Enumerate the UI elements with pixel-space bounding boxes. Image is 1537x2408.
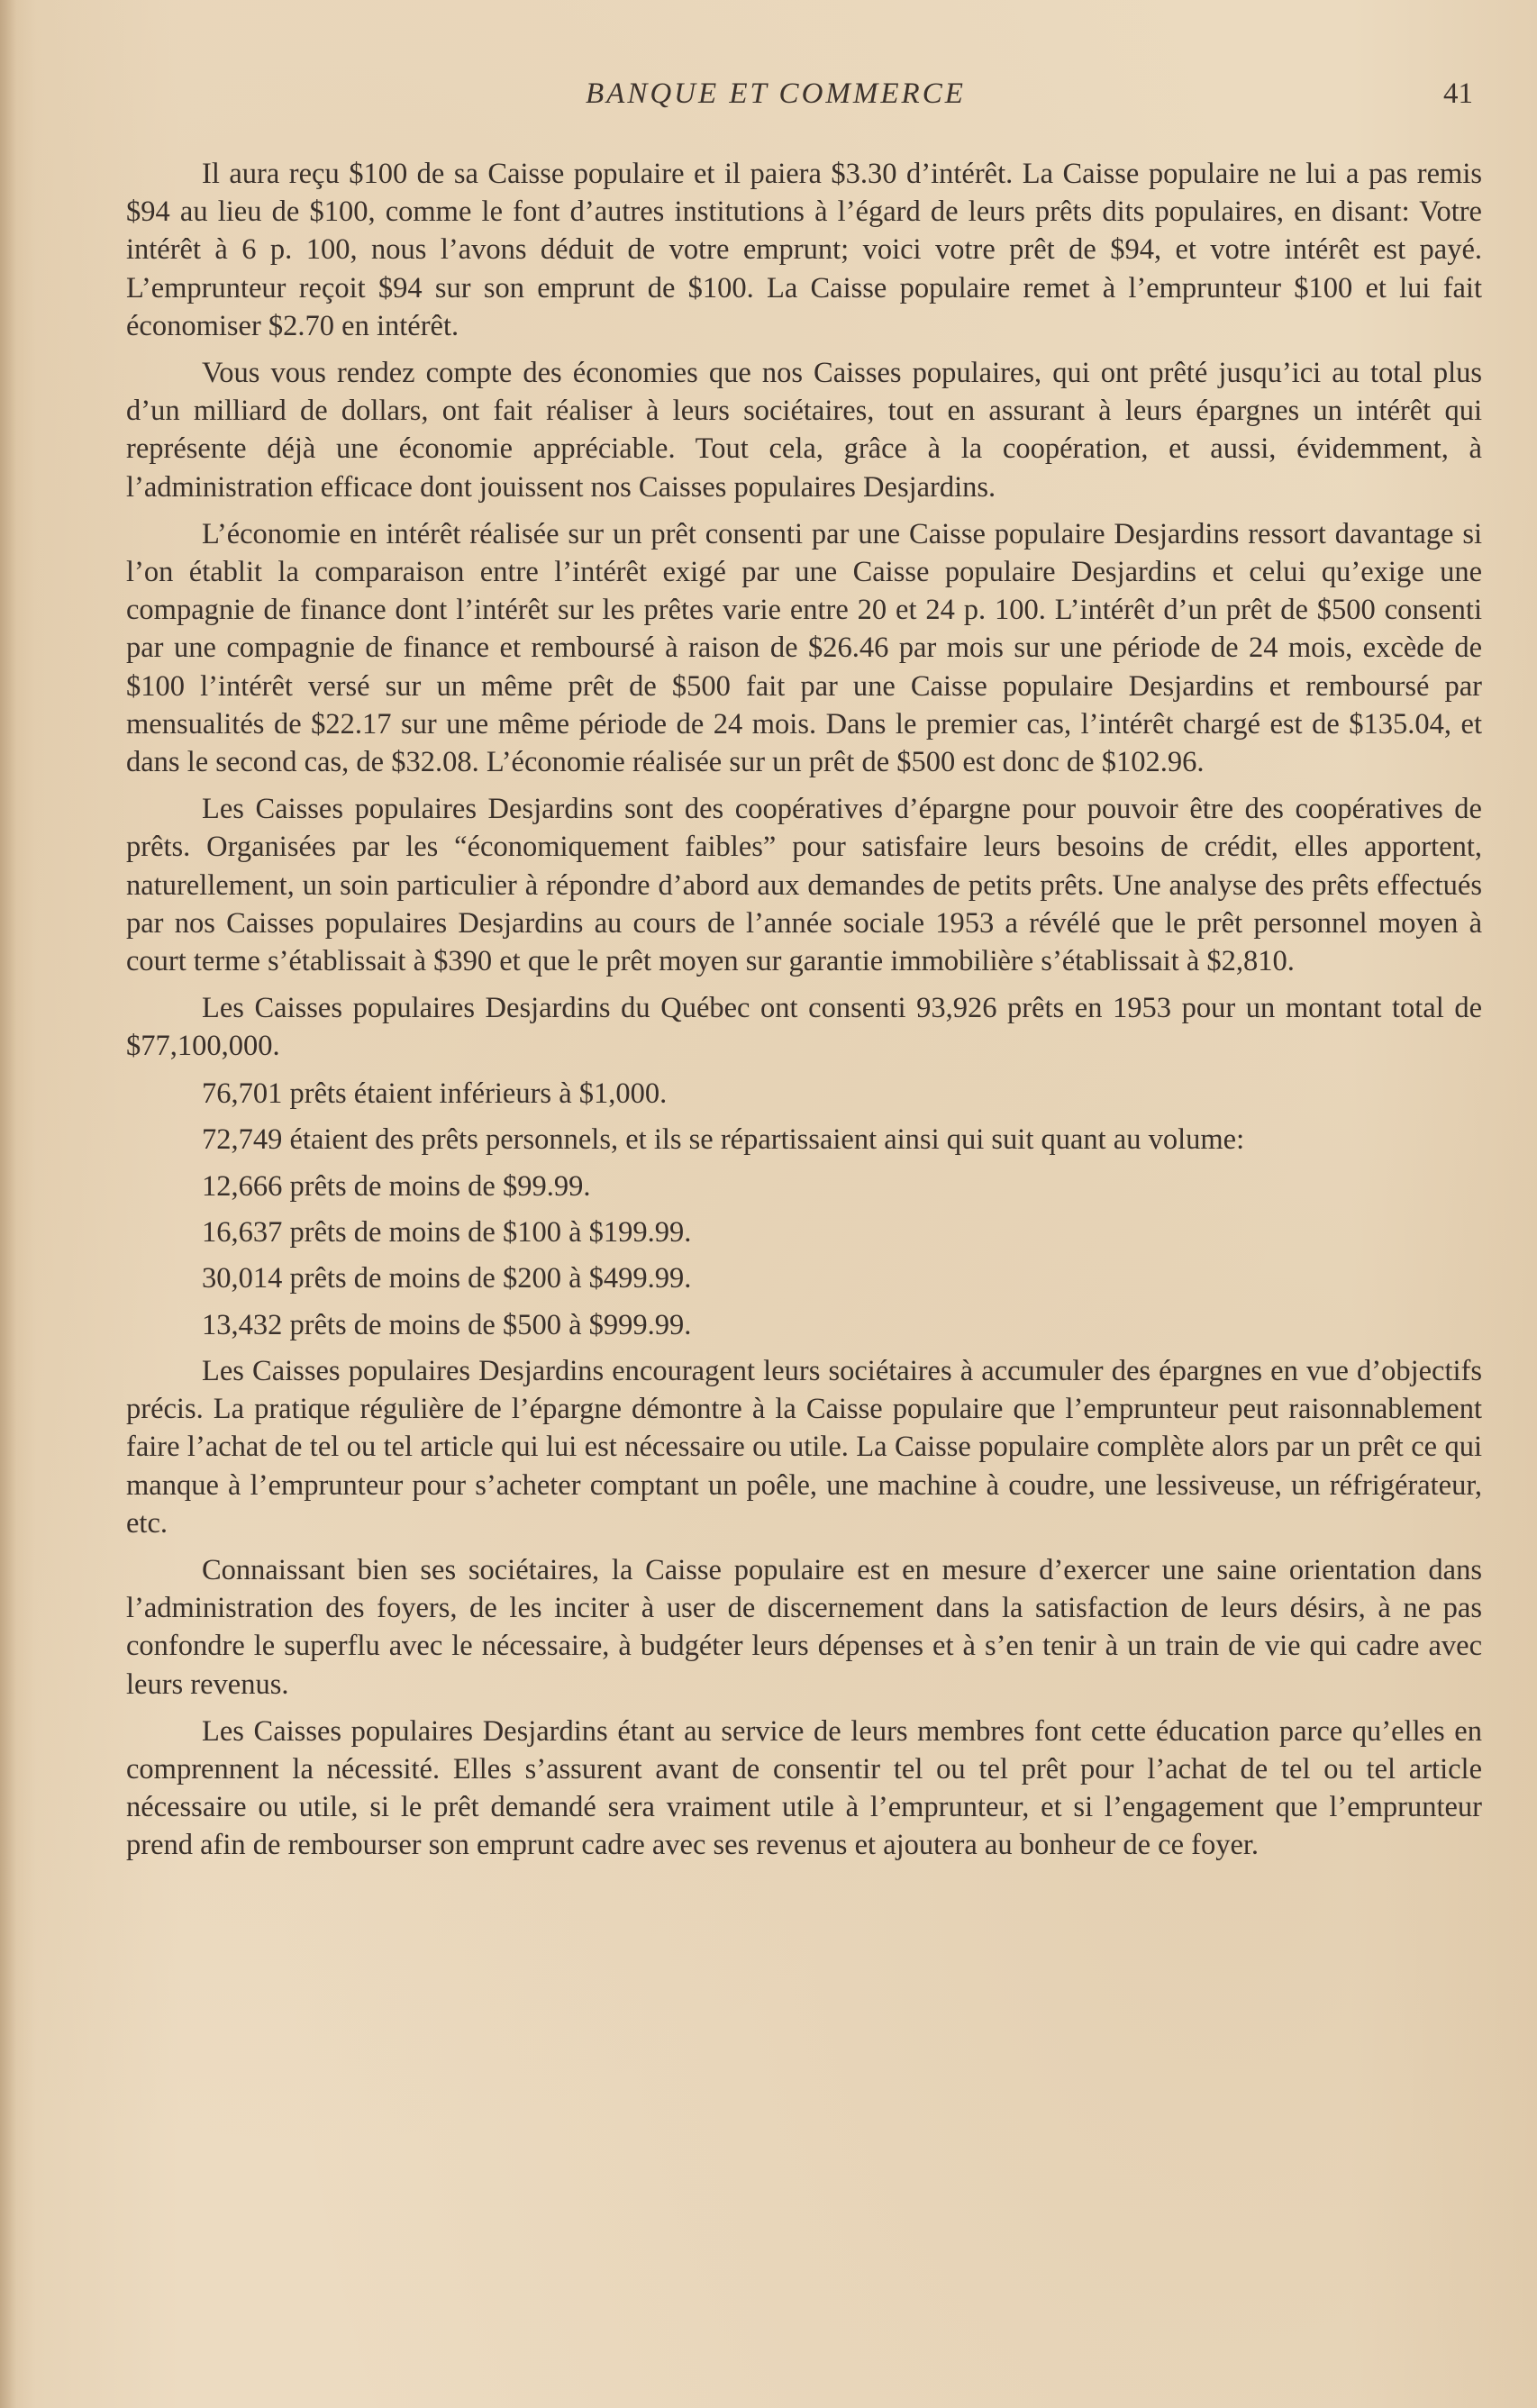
- paragraph: Connaissant bien ses sociétaires, la Caisse populaire est en mesure d’exercer une saine orientation dans l’administration des foyers, de les inciter à user de discernement dans la satisfaction de leurs désirs, à ne pas confondre le superflu avec le nécessaire, à budgéter leurs dépenses et à s’en tenir à un train de vie qui cadre avec leurs revenus.: [126, 1553, 1482, 1701]
- paragraph: Les Caisses populaires Desjardins encouragent leurs sociétaires à accumuler des épargnes en vue d’objectifs précis. La pratique régulière de l’épargne démontre à la Caisse populaire que l’emprunteur peut raisonnablement faire l’achat de tel ou tel article qui lui est nécessaire ou utile. La Caisse populaire complète alors par un prêt ce qui manque à l’emprunteur pour s’acheter comptant un poêle, une machine à coudre, une lessiveuse, un réfrigérateur, etc.: [126, 1354, 1482, 1540]
- loan-breakdown-item: 16,637 prêts de moins de $100 à $199.99.: [202, 1216, 692, 1249]
- paragraph: Les Caisses populaires Desjardins du Québec ont consenti 93,926 prêts en 1953 pour un montant total de $77,100,000.: [126, 992, 1482, 1063]
- loan-breakdown-item: 12,666 prêts de moins de $99.99.: [202, 1170, 591, 1204]
- loan-breakdown-item: 30,014 prêts de moins de $200 à $499.99.: [202, 1262, 692, 1295]
- page-header: [126, 77, 1478, 123]
- loan-breakdown-item: 13,432 prêts de moins de $500 à $999.99.: [202, 1308, 692, 1341]
- paragraph: Il aura reçu $100 de sa Caisse populaire et il paiera $3.30 d’intérêt. La Caisse populaire ne lui a pas remis $94 au lieu de $100, comme le font d’autres institutions à l’égard de leurs prêts dits populaires, en disant: Votre intérêt à 6 p. 100, nous l’avons déduit de votre emprunt; voici votre prêt de $94, et votre intérêt est payé. L’emprunteur reçoit $94 sur son emprunt de $100. La Caisse populaire remet à l’emprunteur $100 et lui fait économiser $2.70 en intérêt.: [126, 158, 1482, 342]
- page-fold-shadow: [0, 0, 16, 2408]
- body-text: [126, 155, 1482, 1874]
- page-number: 41: [1443, 77, 1473, 110]
- paragraph: 76,701 prêts étaient inférieurs à $1,000.: [202, 1077, 668, 1110]
- paragraph: Les Caisses populaires Desjardins étant au service de leurs membres font cette éducation parce qu’elles en comprennent la nécessité. Elles s’assurent avant de consentir tel ou tel prêt pour l’achat de tel ou tel article nécessaire ou utile, si le prêt demandé sera vraiment utile à l’emprunteur, et si l’engagement que l’emprunteur prend afin de rembourser son emprunt cadre avec ses revenus et ajoutera au bonheur de ce foyer.: [126, 1714, 1482, 1862]
- paragraph: 72,749 étaient des prêts personnels, et ils se répartissaient ainsi qui suit quant au volume:: [202, 1122, 1245, 1156]
- running-title: BANQUE ET COMMERCE: [586, 77, 966, 110]
- paragraph: Vous vous rendez compte des économies que nos Caisses populaires, qui ont prêté jusqu’ici au total plus d’un milliard de dollars, ont fait réaliser à leurs sociétaires, tout en assurant à leurs épargnes un intérêt qui représente déjà une économie appréciable. Tout cela, grâce à la coopération, et aussi, évidemment, à l’administration efficace dont jouissent nos Caisses populaires Desjardins.: [126, 357, 1482, 504]
- paragraph: L’économie en intérêt réalisée sur un prêt consenti par une Caisse populaire Desjardins ressort davantage si l’on établit la comparaison entre l’intérêt exigé par une Caisse populaire Desjardins et celui qu’exige une compagnie de finance dont l’intérêt sur les prêtes varie entre 20 et 24 p. 100. L’intérêt d’un prêt de $500 consenti par une compagnie de finance et remboursé à raison de $26.46 par mois sur une période de 24 mois, excède de $100 l’intérêt versé sur un même prêt de $500 fait par une Caisse populaire Desjardins et remboursé par mensualités de $22.17 sur une même période de 24 mois. Dans le premier cas, l’intérêt chargé est de $135.04, et dans le second cas, de $32.08. L’économie réalisée sur un prêt de $500 est donc de $102.96.: [126, 517, 1482, 779]
- paragraph: Les Caisses populaires Desjardins sont des coopératives d’épargne pour pouvoir être des coopératives de prêts. Organisées par les “économiquement faibles” pour satisfaire leurs besoins de crédit, elles apportent, naturellement, un soin particulier à répondre d’abord aux demandes de petits prêts. Une analyse des prêts effectués par nos Caisses populaires Desjardins au cours de l’année sociale 1953 a révélé que le prêt personnel moyen à court terme s’établissait à $390 et que le prêt moyen sur garantie immobilière s’établissait à $2,810.: [126, 793, 1482, 978]
